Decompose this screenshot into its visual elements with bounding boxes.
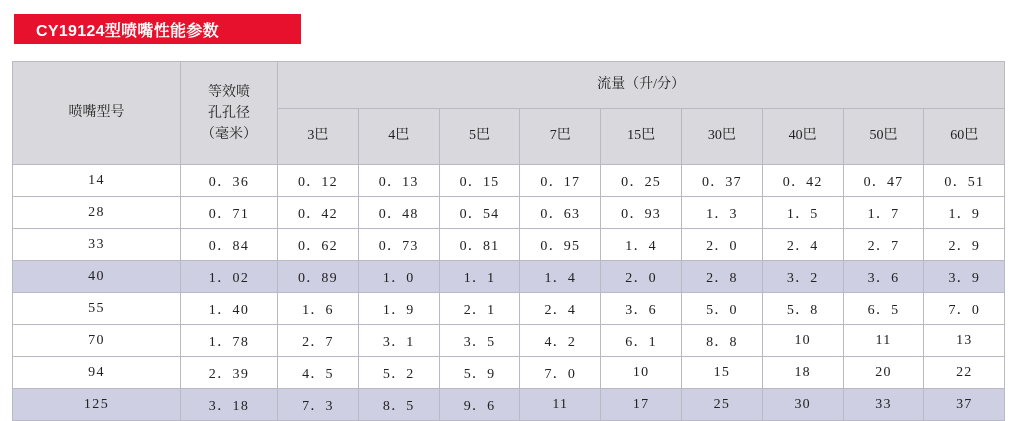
cell-flow: 11: [520, 389, 601, 421]
cell-flow: 0．12: [278, 165, 359, 197]
orifice-header-line-3: （毫米）: [201, 126, 257, 142]
cell-flow: 0．63: [520, 197, 601, 229]
cell-flow: 5．0: [681, 293, 762, 325]
cell-flow: 25: [681, 389, 762, 421]
cell-flow: 1．7: [843, 197, 924, 229]
cell-flow: 15: [681, 357, 762, 389]
cell-flow: 7．0: [924, 293, 1005, 325]
cell-flow: 0．89: [278, 261, 359, 293]
table-row: [13, 229, 1005, 261]
table-row: [13, 261, 1005, 293]
cell-model: 14: [13, 165, 181, 197]
cell-flow: 1．4: [520, 261, 601, 293]
cell-flow: 2．7: [278, 325, 359, 357]
table-row: [13, 293, 1005, 325]
cell-flow: 37: [924, 389, 1005, 421]
column-header-pressure-60bar: 60巴: [924, 109, 1005, 165]
cell-flow: 0．48: [358, 197, 439, 229]
column-header-pressure-7bar: 7巴: [520, 109, 601, 165]
header-row-top: [13, 62, 1005, 109]
cell-orifice: 1．02: [181, 261, 278, 293]
column-header-pressure-30bar: 30巴: [681, 109, 762, 165]
cell-orifice: 1．40: [181, 293, 278, 325]
cell-flow: 0．13: [358, 165, 439, 197]
cell-flow: 11: [843, 325, 924, 357]
cell-flow: 4．2: [520, 325, 601, 357]
cell-flow: 3．5: [439, 325, 520, 357]
cell-flow: 1．1: [439, 261, 520, 293]
cell-flow: 2．7: [843, 229, 924, 261]
cell-flow: 0．95: [520, 229, 601, 261]
cell-model: 70: [13, 325, 181, 357]
cell-flow: 10: [762, 325, 843, 357]
cell-flow: 3．2: [762, 261, 843, 293]
table-row: [13, 325, 1005, 357]
column-header-pressure-15bar: 15巴: [601, 109, 682, 165]
cell-flow: 0．47: [843, 165, 924, 197]
column-header-pressure-50bar: 50巴: [843, 109, 924, 165]
cell-model: 125: [13, 389, 181, 421]
cell-flow: 3．6: [843, 261, 924, 293]
cell-flow: 9．6: [439, 389, 520, 421]
cell-model: 55: [13, 293, 181, 325]
cell-flow: 1．5: [762, 197, 843, 229]
cell-flow: 6．1: [601, 325, 682, 357]
title-banner: [14, 14, 301, 44]
cell-flow: 1．4: [601, 229, 682, 261]
cell-orifice: 2．39: [181, 357, 278, 389]
cell-flow: 0．93: [601, 197, 682, 229]
cell-flow: 2．9: [924, 229, 1005, 261]
cell-flow: 6．5: [843, 293, 924, 325]
cell-orifice: 3．18: [181, 389, 278, 421]
cell-flow: 1．9: [924, 197, 1005, 229]
cell-flow: 2．1: [439, 293, 520, 325]
cell-model: 94: [13, 357, 181, 389]
cell-flow: 3．1: [358, 325, 439, 357]
cell-orifice: 0．84: [181, 229, 278, 261]
cell-flow: 0．42: [278, 197, 359, 229]
cell-flow: 0．37: [681, 165, 762, 197]
cell-flow: 30: [762, 389, 843, 421]
cell-flow: 22: [924, 357, 1005, 389]
cell-flow: 1．6: [278, 293, 359, 325]
cell-flow: 8．5: [358, 389, 439, 421]
cell-flow: 20: [843, 357, 924, 389]
cell-flow: 0．54: [439, 197, 520, 229]
cell-flow: 0．17: [520, 165, 601, 197]
cell-flow: 0．73: [358, 229, 439, 261]
cell-flow: 33: [843, 389, 924, 421]
column-header-pressure-3bar: 3巴: [278, 109, 359, 165]
column-header-pressure-40bar: 40巴: [762, 109, 843, 165]
cell-flow: 5．9: [439, 357, 520, 389]
cell-flow: 5．8: [762, 293, 843, 325]
cell-flow: 2．4: [520, 293, 601, 325]
cell-model: 33: [13, 229, 181, 261]
cell-flow: 7．0: [520, 357, 601, 389]
cell-flow: 7．3: [278, 389, 359, 421]
nozzle-performance-table: [12, 61, 1005, 421]
cell-orifice: 1．78: [181, 325, 278, 357]
cell-flow: 0．62: [278, 229, 359, 261]
column-header-model: 喷嘴型号: [13, 62, 181, 165]
cell-flow: 13: [924, 325, 1005, 357]
cell-flow: 1．0: [358, 261, 439, 293]
cell-flow: 8．8: [681, 325, 762, 357]
cell-flow: 2．4: [762, 229, 843, 261]
cell-flow: 17: [601, 389, 682, 421]
cell-flow: 18: [762, 357, 843, 389]
column-header-pressure-4bar: 4巴: [358, 109, 439, 165]
page-title: CY19124型喷嘴性能参数: [36, 22, 219, 40]
cell-flow: 2．0: [681, 229, 762, 261]
column-header-pressure-5bar: 5巴: [439, 109, 520, 165]
cell-model: 40: [13, 261, 181, 293]
table-body: [13, 165, 1005, 421]
orifice-header-line-2: 孔孔径: [208, 105, 250, 121]
cell-flow: 5．2: [358, 357, 439, 389]
orifice-header-line-1: 等效喷: [208, 84, 250, 100]
cell-flow: 0．15: [439, 165, 520, 197]
cell-flow: 0．42: [762, 165, 843, 197]
cell-flow: 2．8: [681, 261, 762, 293]
cell-flow: 10: [601, 357, 682, 389]
table-row: [13, 389, 1005, 421]
table-header: [13, 62, 1005, 165]
cell-flow: 0．81: [439, 229, 520, 261]
cell-orifice: 0．71: [181, 197, 278, 229]
cell-flow: 1．3: [681, 197, 762, 229]
table-row: [13, 197, 1005, 229]
spec-table-container: [12, 61, 1005, 421]
cell-flow: 3．9: [924, 261, 1005, 293]
table-row: [13, 357, 1005, 389]
cell-flow: 0．51: [924, 165, 1005, 197]
cell-flow: 4．5: [278, 357, 359, 389]
table-row: [13, 165, 1005, 197]
column-header-flow-group: 流量（升/分）: [278, 62, 1005, 109]
column-header-orifice: [181, 62, 278, 165]
cell-flow: 2．0: [601, 261, 682, 293]
cell-flow: 3．6: [601, 293, 682, 325]
cell-orifice: 0．36: [181, 165, 278, 197]
cell-model: 28: [13, 197, 181, 229]
cell-flow: 1．9: [358, 293, 439, 325]
cell-flow: 0．25: [601, 165, 682, 197]
